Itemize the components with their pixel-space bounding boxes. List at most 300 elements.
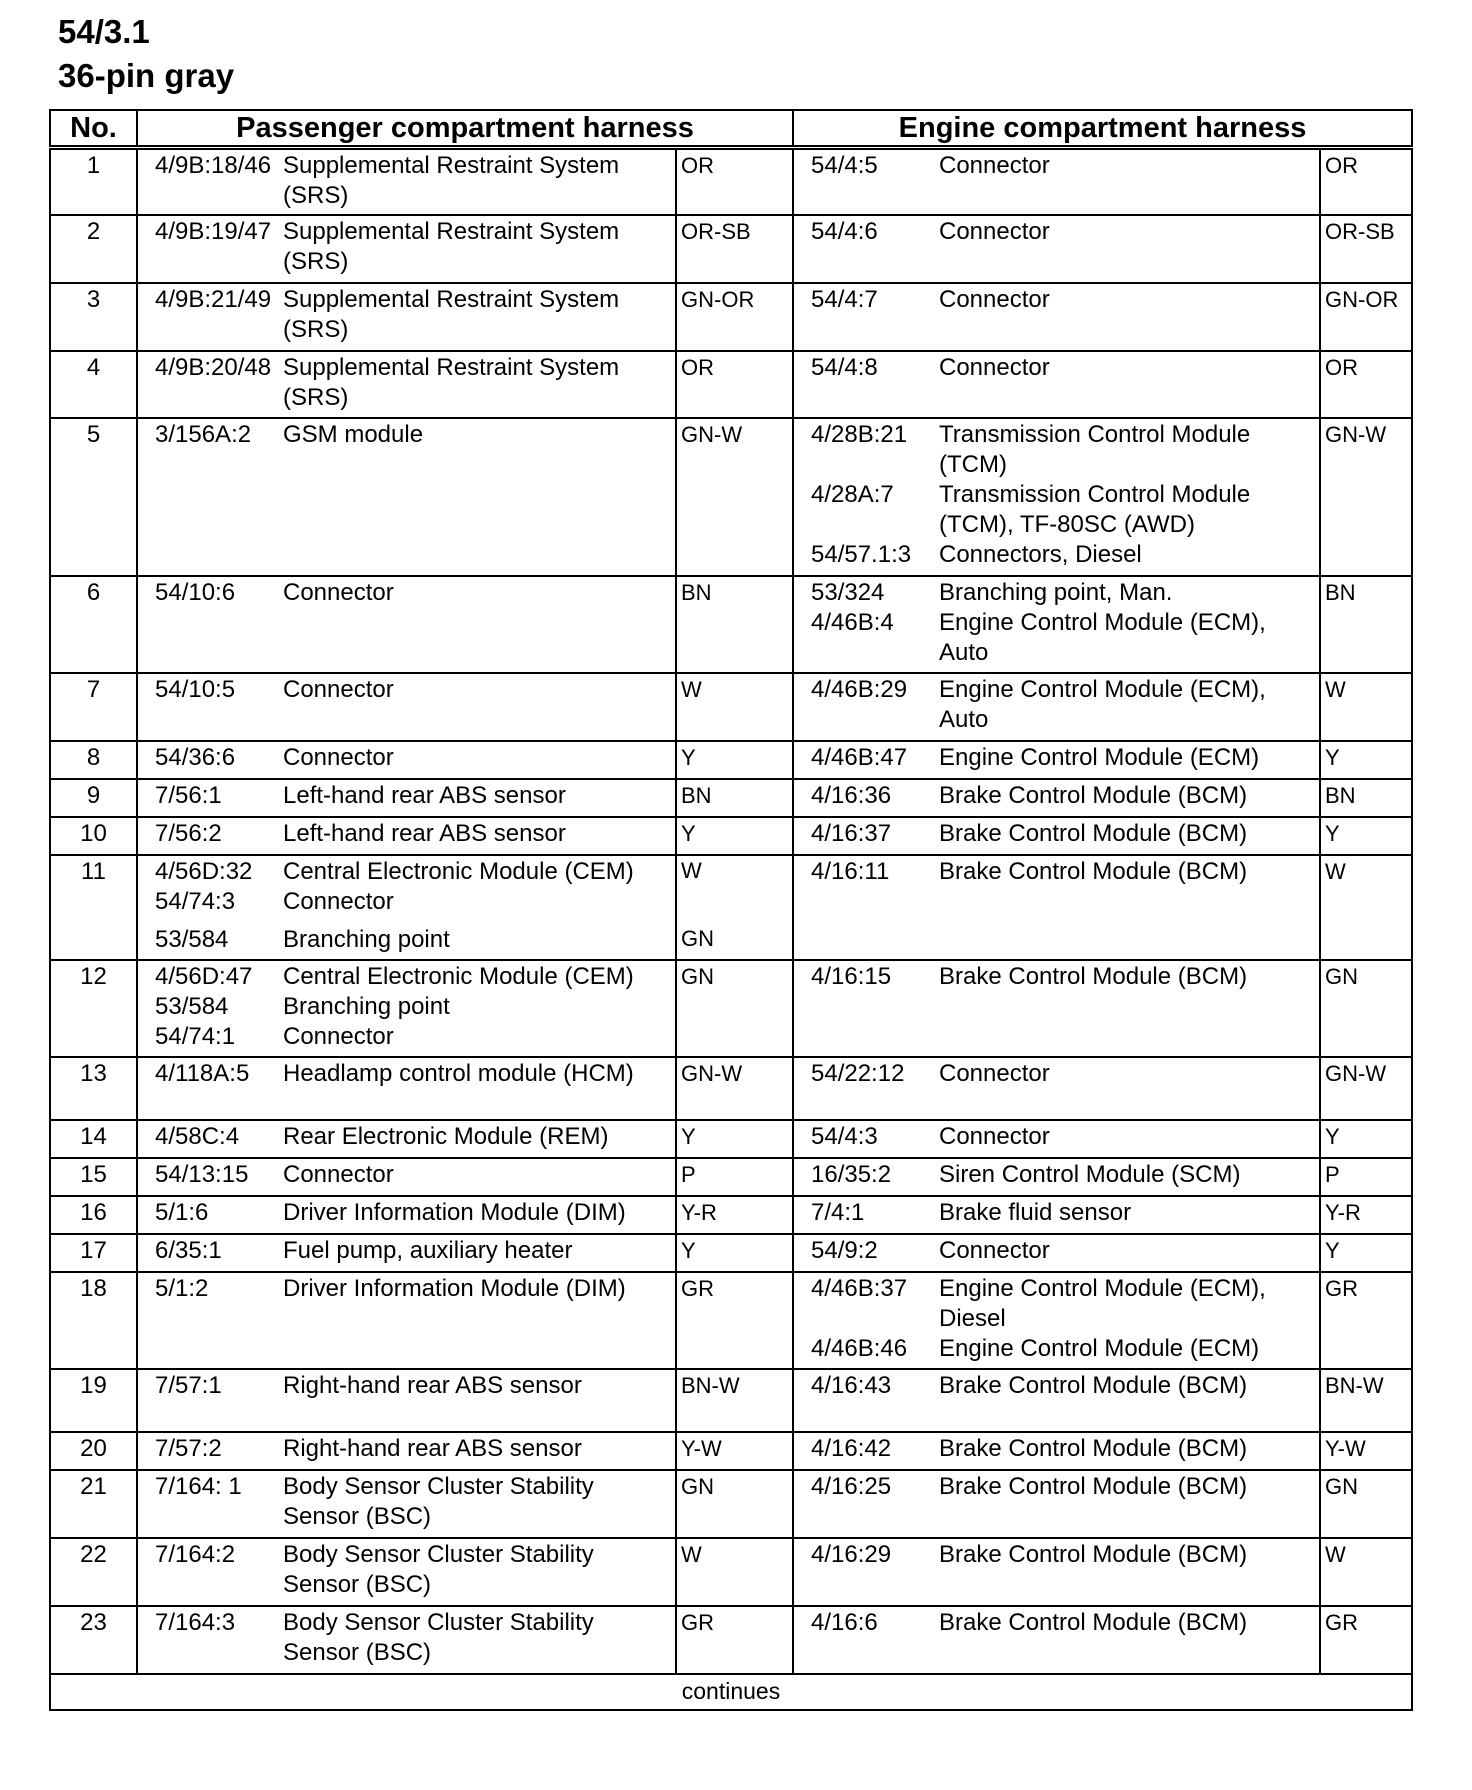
passenger-entry — [142, 1022, 671, 1052]
engine-wire-color: Y — [1320, 817, 1412, 855]
table-row — [50, 855, 1412, 960]
passenger-component: Branching point — [283, 993, 450, 1020]
engine-component: Siren Control Module (SCM) — [939, 1161, 1241, 1188]
passenger-wire-color: GN-W — [676, 1057, 793, 1120]
pin-number: 21 — [50, 1470, 137, 1538]
passenger-connection — [137, 1120, 676, 1158]
engine-pin-code: 4/16:11 — [811, 858, 890, 885]
engine-pin-code: 4/16:37 — [811, 820, 892, 847]
passenger-component: Branching point — [283, 926, 450, 953]
pin-number: 8 — [50, 741, 137, 779]
engine-pin-code: 4/16:43 — [811, 1372, 892, 1399]
engine-entry — [798, 217, 1315, 247]
table-row — [50, 1272, 1412, 1369]
column-header-passenger: Passenger compartment harness — [137, 110, 793, 148]
engine-entry — [798, 1274, 1315, 1334]
engine-entry — [798, 608, 1315, 668]
passenger-connection — [137, 779, 676, 817]
connector-id: 54/3.1 — [58, 13, 150, 50]
pin-number: 13 — [50, 1057, 137, 1120]
pin-number: 14 — [50, 1120, 137, 1158]
engine-connection — [793, 1432, 1320, 1470]
passenger-component: Body Sensor Cluster Stability Sensor (BSC) — [283, 1473, 594, 1530]
passenger-pin-code: 4/9B:18/46 — [155, 152, 272, 179]
engine-pin-code: 53/324 — [811, 579, 885, 606]
engine-entry — [798, 962, 1315, 992]
passenger-pin-code: 5/1:2 — [155, 1275, 209, 1302]
engine-wire-color: Y — [1320, 741, 1412, 779]
engine-entry — [798, 1434, 1315, 1464]
engine-wire-color: Y-R — [1320, 1196, 1412, 1234]
engine-pin-code: 4/46B:4 — [811, 609, 894, 636]
pin-number: 4 — [50, 351, 137, 418]
passenger-wire-color: Y — [676, 1234, 793, 1272]
table-row — [50, 1158, 1412, 1196]
passenger-component: Supplemental Restraint System (SRS) — [283, 354, 620, 411]
passenger-pin-code: 4/56D:32 — [155, 858, 253, 885]
table-row — [50, 960, 1412, 1057]
engine-connection — [793, 283, 1320, 351]
engine-connection — [793, 1606, 1320, 1674]
engine-pin-code: 4/46B:29 — [811, 676, 908, 703]
engine-wire-color: BN-W — [1320, 1369, 1412, 1432]
passenger-entry — [142, 743, 671, 773]
header-row — [50, 110, 1412, 148]
table-row — [50, 1234, 1412, 1272]
table-row — [50, 1196, 1412, 1234]
passenger-entry — [142, 1122, 671, 1152]
pin-number: 22 — [50, 1538, 137, 1606]
table-row — [50, 215, 1412, 283]
table-row — [50, 576, 1412, 673]
engine-entry — [798, 353, 1315, 383]
engine-entry — [798, 540, 1315, 570]
engine-wire-color: GR — [1320, 1272, 1412, 1369]
engine-connection — [793, 215, 1320, 283]
passenger-component: Connector — [283, 744, 394, 771]
passenger-pin-code: 4/9B:21/49 — [155, 286, 272, 313]
table-row — [50, 779, 1412, 817]
engine-component: Brake Control Module (BCM) — [939, 820, 1248, 847]
passenger-component: Rear Electronic Module (REM) — [283, 1123, 609, 1150]
passenger-wire-color: BN — [676, 576, 793, 673]
engine-pin-code: 54/4:7 — [811, 286, 878, 313]
engine-connection — [793, 1369, 1320, 1432]
passenger-component: Supplemental Restraint System (SRS) — [283, 218, 620, 275]
engine-connection — [793, 673, 1320, 741]
engine-entry — [798, 285, 1315, 315]
passenger-component: Fuel pump, auxiliary heater — [283, 1237, 573, 1264]
table-row — [50, 817, 1412, 855]
engine-wire-color: W — [1320, 855, 1412, 960]
passenger-connection — [137, 855, 676, 960]
passenger-entry — [142, 857, 671, 887]
passenger-wire-color: GN — [676, 960, 793, 1057]
engine-entry — [798, 781, 1315, 811]
column-header-no: No. — [50, 110, 137, 148]
engine-component: Transmission Control Module (TCM), TF-80SC (AWD) — [939, 481, 1251, 538]
harness-table — [49, 109, 1413, 1711]
engine-entry — [798, 743, 1315, 773]
engine-wire-color: OR-SB — [1320, 215, 1412, 283]
passenger-component: GSM module — [283, 421, 424, 448]
connector-type: 36-pin gray — [58, 57, 235, 94]
engine-pin-code: 16/35:2 — [811, 1161, 892, 1188]
engine-entry — [798, 1236, 1315, 1266]
pin-number: 6 — [50, 576, 137, 673]
passenger-entry — [142, 781, 671, 811]
engine-pin-code: 54/57.1:3 — [811, 541, 912, 568]
engine-wire-color: OR — [1320, 148, 1412, 216]
passenger-wire-color: GR — [676, 1272, 793, 1369]
passenger-pin-code: 54/74:1 — [155, 1023, 236, 1050]
engine-wire-color: GN-W — [1320, 418, 1412, 576]
engine-component: Brake Control Module (BCM) — [939, 1435, 1248, 1462]
engine-connection — [793, 1272, 1320, 1369]
table-row — [50, 673, 1412, 741]
passenger-wire-color: P — [676, 1158, 793, 1196]
engine-component: Brake Control Module (BCM) — [939, 963, 1248, 990]
engine-wire-color: Y — [1320, 1120, 1412, 1158]
passenger-pin-code: 7/57:2 — [155, 1435, 222, 1462]
passenger-connection — [137, 1272, 676, 1369]
engine-component: Engine Control Module (ECM) — [939, 1335, 1260, 1362]
passenger-pin-code: 3/156A:2 — [155, 421, 252, 448]
passenger-pin-code: 4/58C:4 — [155, 1123, 240, 1150]
passenger-connection — [137, 1538, 676, 1606]
passenger-component: Connector — [283, 1161, 394, 1188]
passenger-entry — [142, 1059, 671, 1089]
passenger-wire-color: GN — [676, 1470, 793, 1538]
engine-connection — [793, 148, 1320, 216]
engine-connection — [793, 351, 1320, 418]
table-row — [50, 351, 1412, 418]
table-row — [50, 1470, 1412, 1538]
pin-number: 5 — [50, 418, 137, 576]
passenger-entry — [142, 925, 671, 955]
engine-connection — [793, 1538, 1320, 1606]
engine-component: Connector — [939, 354, 1050, 381]
engine-wire-color: GR — [1320, 1606, 1412, 1674]
engine-pin-code: 4/16:36 — [811, 782, 892, 809]
engine-pin-code: 54/9:2 — [811, 1237, 878, 1264]
passenger-component: Supplemental Restraint System (SRS) — [283, 286, 620, 343]
passenger-entry — [142, 1198, 671, 1228]
passenger-wire-color: W GN — [676, 855, 793, 960]
passenger-component: Body Sensor Cluster Stability Sensor (BSC) — [283, 1541, 594, 1598]
passenger-wire-color: W — [676, 673, 793, 741]
table-row — [50, 741, 1412, 779]
passenger-entry — [142, 217, 671, 277]
table-row — [50, 418, 1412, 576]
engine-connection — [793, 741, 1320, 779]
table-row — [50, 283, 1412, 351]
passenger-pin-code: 7/164:2 — [155, 1541, 236, 1568]
engine-pin-code: 4/16:42 — [811, 1435, 892, 1462]
engine-wire-color: GN — [1320, 1470, 1412, 1538]
passenger-pin-code: 4/9B:19/47 — [155, 218, 272, 245]
engine-component: Engine Control Module (ECM) — [939, 744, 1260, 771]
pin-number: 1 — [50, 148, 137, 216]
pin-number: 10 — [50, 817, 137, 855]
passenger-entry — [142, 1472, 671, 1532]
passenger-wire-color: Y-W — [676, 1432, 793, 1470]
passenger-pin-code: 4/118A:5 — [155, 1060, 250, 1087]
engine-wire-color: OR — [1320, 351, 1412, 418]
table-row — [50, 148, 1412, 216]
engine-connection — [793, 855, 1320, 960]
passenger-connection — [137, 673, 676, 741]
passenger-entry — [142, 151, 671, 211]
passenger-component: Headlamp control module (HCM) — [283, 1060, 634, 1087]
pin-number: 23 — [50, 1606, 137, 1674]
passenger-pin-code: 7/56:2 — [155, 820, 222, 847]
passenger-component: Supplemental Restraint System (SRS) — [283, 152, 620, 209]
passenger-entry — [142, 1434, 671, 1464]
engine-entry — [798, 1160, 1315, 1190]
passenger-wire-color: GR — [676, 1606, 793, 1674]
engine-pin-code: 4/16:15 — [811, 963, 892, 990]
engine-entry — [798, 1334, 1315, 1364]
passenger-connection — [137, 741, 676, 779]
engine-wire-color: GN-W — [1320, 1057, 1412, 1120]
engine-entry — [798, 1472, 1315, 1502]
page-heading — [58, 10, 234, 98]
engine-pin-code: 54/4:8 — [811, 354, 878, 381]
passenger-component: Connector — [283, 888, 394, 915]
passenger-pin-code: 54/36:6 — [155, 744, 236, 771]
engine-component: Connector — [939, 286, 1050, 313]
pin-number: 9 — [50, 779, 137, 817]
passenger-component: Body Sensor Cluster Stability Sensor (BSC) — [283, 1609, 594, 1666]
passenger-pin-code: 6/35:1 — [155, 1237, 222, 1264]
engine-component: Brake Control Module (BCM) — [939, 1609, 1248, 1636]
engine-entry — [798, 1540, 1315, 1570]
engine-pin-code: 4/16:29 — [811, 1541, 892, 1568]
pin-number: 18 — [50, 1272, 137, 1369]
engine-entry — [798, 1122, 1315, 1152]
engine-pin-code: 4/16:6 — [811, 1609, 878, 1636]
engine-component: Connector — [939, 218, 1050, 245]
passenger-pin-code: 5/1:6 — [155, 1199, 209, 1226]
passenger-wire-color: GN-W — [676, 418, 793, 576]
pin-number: 20 — [50, 1432, 137, 1470]
passenger-wire-color: Y — [676, 741, 793, 779]
engine-entry — [798, 1198, 1315, 1228]
engine-component: Engine Control Module (ECM), Auto — [939, 676, 1266, 733]
passenger-entry — [142, 1274, 671, 1304]
passenger-entry — [142, 819, 671, 849]
engine-entry — [798, 480, 1315, 540]
table-row — [50, 1538, 1412, 1606]
passenger-connection — [137, 576, 676, 673]
passenger-component: Connector — [283, 676, 394, 703]
passenger-pin-code: 54/10:6 — [155, 579, 236, 606]
passenger-wire-color: GN-OR — [676, 283, 793, 351]
engine-pin-code: 54/4:6 — [811, 218, 878, 245]
passenger-pin-code: 4/9B:20/48 — [155, 354, 272, 381]
passenger-entry — [142, 578, 671, 608]
passenger-connection — [137, 1369, 676, 1432]
engine-pin-code: 4/46B:46 — [811, 1335, 908, 1362]
passenger-pin-code: 7/56:1 — [155, 782, 222, 809]
table-row — [50, 1606, 1412, 1674]
engine-component: Connector — [939, 1237, 1050, 1264]
passenger-entry — [142, 1371, 671, 1401]
engine-component: Branching point, Man. — [939, 579, 1173, 606]
passenger-component: Left-hand rear ABS sensor — [283, 782, 566, 809]
passenger-entry — [142, 285, 671, 345]
pin-number: 7 — [50, 673, 137, 741]
engine-wire-color: Y-W — [1320, 1432, 1412, 1470]
passenger-component: Right-hand rear ABS sensor — [283, 1372, 582, 1399]
engine-connection — [793, 1057, 1320, 1120]
engine-wire-color: BN — [1320, 779, 1412, 817]
engine-connection — [793, 1470, 1320, 1538]
engine-connection — [793, 1158, 1320, 1196]
table-row — [50, 1369, 1412, 1432]
engine-connection — [793, 817, 1320, 855]
passenger-pin-code: 54/74:3 — [155, 888, 236, 915]
engine-wire-color: W — [1320, 673, 1412, 741]
engine-pin-code: 4/28B:21 — [811, 421, 908, 448]
footer-row — [50, 1674, 1412, 1710]
engine-pin-code: 4/16:25 — [811, 1473, 892, 1500]
passenger-connection — [137, 148, 676, 216]
engine-component: Transmission Control Module (TCM) — [939, 421, 1251, 478]
engine-entry — [798, 420, 1315, 480]
engine-pin-code: 4/46B:47 — [811, 744, 908, 771]
engine-component: Brake Control Module (BCM) — [939, 858, 1248, 885]
engine-component: Connector — [939, 1123, 1050, 1150]
passenger-wire-color: BN-W — [676, 1369, 793, 1432]
engine-component: Engine Control Module (ECM), Diesel — [939, 1275, 1266, 1332]
passenger-connection — [137, 1432, 676, 1470]
engine-component: Brake Control Module (BCM) — [939, 782, 1248, 809]
passenger-component: Right-hand rear ABS sensor — [283, 1435, 582, 1462]
engine-component: Brake Control Module (BCM) — [939, 1541, 1248, 1568]
passenger-wire-color: Y — [676, 817, 793, 855]
engine-connection — [793, 1120, 1320, 1158]
passenger-pin-code: 4/56D:47 — [155, 963, 253, 990]
engine-entry — [798, 675, 1315, 735]
column-header-engine: Engine compartment harness — [793, 110, 1412, 148]
engine-entry — [798, 1371, 1315, 1401]
pin-number: 12 — [50, 960, 137, 1057]
passenger-entry — [142, 887, 671, 917]
passenger-connection — [137, 351, 676, 418]
engine-wire-color: P — [1320, 1158, 1412, 1196]
passenger-component: Central Electronic Module (CEM) — [283, 963, 634, 990]
table-row — [50, 1057, 1412, 1120]
passenger-pin-code: 54/13:15 — [155, 1161, 249, 1188]
engine-entry — [798, 1608, 1315, 1638]
passenger-entry — [142, 420, 671, 450]
engine-wire-color: W — [1320, 1538, 1412, 1606]
engine-connection — [793, 1234, 1320, 1272]
pin-number: 2 — [50, 215, 137, 283]
passenger-wire-color: Y-R — [676, 1196, 793, 1234]
table-row — [50, 1432, 1412, 1470]
engine-connection — [793, 576, 1320, 673]
engine-entry — [798, 578, 1315, 608]
engine-component: Connector — [939, 152, 1050, 179]
engine-connection — [793, 960, 1320, 1057]
passenger-component: Left-hand rear ABS sensor — [283, 820, 566, 847]
engine-pin-code: 4/28A:7 — [811, 481, 894, 508]
passenger-component: Connector — [283, 579, 394, 606]
passenger-wire-color: OR-SB — [676, 215, 793, 283]
passenger-component: Central Electronic Module (CEM) — [283, 858, 634, 885]
passenger-component: Driver Information Module (DIM) — [283, 1199, 626, 1226]
passenger-entry — [142, 1540, 671, 1600]
passenger-pin-code: 53/584 — [155, 926, 229, 953]
engine-connection — [793, 779, 1320, 817]
passenger-pin-code: 7/57:1 — [155, 1372, 222, 1399]
passenger-entry — [142, 675, 671, 705]
passenger-wire-color: Y — [676, 1120, 793, 1158]
passenger-pin-code: 53/584 — [155, 993, 229, 1020]
passenger-wire-color: OR — [676, 148, 793, 216]
passenger-connection — [137, 215, 676, 283]
table-row — [50, 1120, 1412, 1158]
engine-component: Brake Control Module (BCM) — [939, 1473, 1248, 1500]
passenger-connection — [137, 418, 676, 576]
passenger-wire-color: OR — [676, 351, 793, 418]
engine-pin-code: 7/4:1 — [811, 1199, 865, 1226]
pin-number: 11 — [50, 855, 137, 960]
passenger-connection — [137, 960, 676, 1057]
engine-component: Connectors, Diesel — [939, 541, 1142, 568]
engine-entry — [798, 857, 1315, 887]
passenger-pin-code: 54/10:5 — [155, 676, 236, 703]
passenger-entry — [142, 1608, 671, 1668]
passenger-connection — [137, 283, 676, 351]
engine-connection — [793, 1196, 1320, 1234]
engine-component: Engine Control Module (ECM), Auto — [939, 609, 1266, 666]
engine-wire-color: GN-OR — [1320, 283, 1412, 351]
passenger-pin-code: 7/164: 1 — [155, 1473, 242, 1500]
engine-wire-color: Y — [1320, 1234, 1412, 1272]
passenger-entry — [142, 992, 671, 1022]
engine-pin-code: 54/22:12 — [811, 1060, 905, 1087]
engine-component: Brake fluid sensor — [939, 1199, 1132, 1226]
passenger-entry — [142, 962, 671, 992]
passenger-entry — [142, 1160, 671, 1190]
pin-number: 15 — [50, 1158, 137, 1196]
passenger-entry — [142, 353, 671, 413]
pin-number: 16 — [50, 1196, 137, 1234]
passenger-wire-color: BN — [676, 779, 793, 817]
passenger-connection — [137, 1196, 676, 1234]
pin-number: 3 — [50, 283, 137, 351]
engine-entry — [798, 151, 1315, 181]
engine-connection — [793, 418, 1320, 576]
pin-number: 17 — [50, 1234, 137, 1272]
passenger-component: Driver Information Module (DIM) — [283, 1275, 626, 1302]
passenger-entry — [142, 1236, 671, 1266]
engine-entry — [798, 819, 1315, 849]
engine-pin-code: 54/4:3 — [811, 1123, 878, 1150]
engine-wire-color: BN — [1320, 576, 1412, 673]
engine-component: Connector — [939, 1060, 1050, 1087]
table-body — [50, 148, 1412, 1675]
passenger-pin-code: 7/164:3 — [155, 1609, 236, 1636]
engine-pin-code: 4/46B:37 — [811, 1275, 908, 1302]
engine-pin-code: 54/4:5 — [811, 152, 878, 179]
passenger-connection — [137, 1470, 676, 1538]
engine-entry — [798, 1059, 1315, 1089]
